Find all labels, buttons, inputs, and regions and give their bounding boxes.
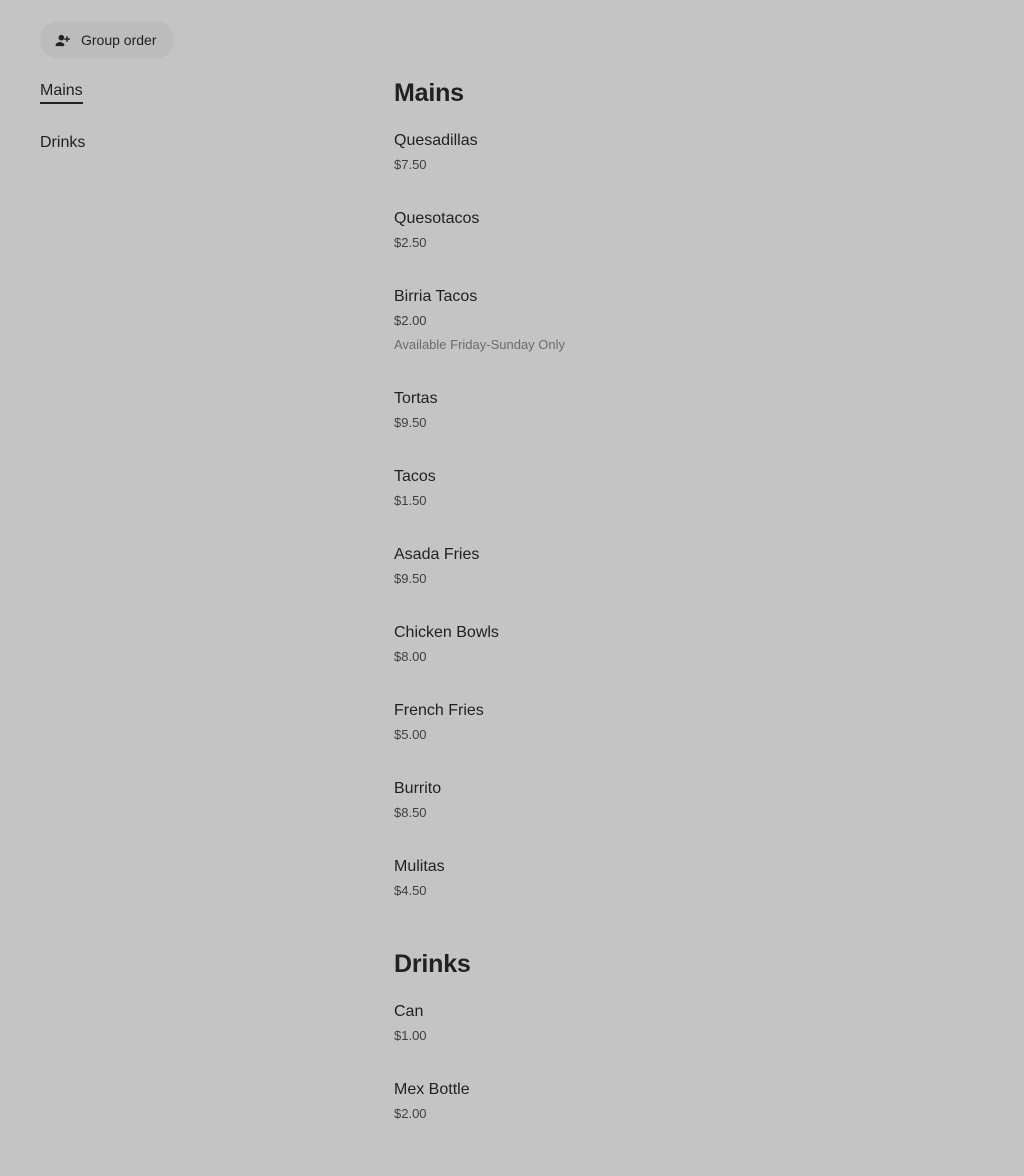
- menu-item-name: Can: [394, 1003, 424, 1020]
- menu-item-price: $9.50: [394, 571, 427, 586]
- menu-item[interactable]: [394, 1079, 954, 1122]
- menu-item[interactable]: [394, 388, 954, 431]
- section-title-mains: Mains: [394, 79, 464, 107]
- menu-item[interactable]: [394, 622, 954, 665]
- menu-item-name: Tortas: [394, 390, 438, 407]
- menu-item-name: Quesadillas: [394, 132, 478, 149]
- menu-item[interactable]: [394, 208, 954, 251]
- sidebar-item-drinks[interactable]: Drinks: [40, 134, 86, 151]
- menu-item-price: $1.50: [394, 493, 427, 508]
- sidebar-item-mains[interactable]: Mains: [40, 78, 83, 104]
- menu-item-price: $9.50: [394, 415, 427, 430]
- menu-item-name: Mulitas: [394, 858, 445, 875]
- menu-item-name: Asada Fries: [394, 546, 480, 563]
- menu-item[interactable]: [394, 700, 954, 743]
- menu-section-mains: [394, 78, 954, 899]
- menu-item-name: Tacos: [394, 468, 436, 485]
- menu-item[interactable]: [394, 130, 954, 173]
- menu-item-price: $2.00: [394, 1106, 427, 1121]
- menu-item-price: $4.50: [394, 883, 427, 898]
- section-title-drinks: Drinks: [394, 950, 471, 978]
- menu-item[interactable]: [394, 856, 954, 899]
- menu-item-name: Burrito: [394, 780, 442, 797]
- menu-item-note: Available Friday-Sunday Only: [394, 337, 566, 352]
- menu-item-price: $1.00: [394, 1028, 427, 1043]
- menu-item-price: $8.00: [394, 649, 427, 664]
- group-order-label: Group order: [81, 32, 157, 48]
- menu-list: [394, 78, 954, 1122]
- menu-item-name: Mex Bottle: [394, 1081, 470, 1098]
- menu-item-price: $2.00: [394, 313, 427, 328]
- menu-item-price: $2.50: [394, 235, 427, 250]
- menu-item[interactable]: [394, 544, 954, 587]
- category-sidebar: [40, 78, 340, 182]
- menu-section-drinks: [394, 949, 954, 1122]
- menu-item-name: Chicken Bowls: [394, 624, 499, 641]
- person-add-icon: [55, 32, 72, 49]
- menu-item-price: $5.00: [394, 727, 427, 742]
- menu-item-price: $7.50: [394, 157, 427, 172]
- menu-item-name: Quesotacos: [394, 210, 480, 227]
- menu-item-name: Birria Tacos: [394, 288, 478, 305]
- menu-item[interactable]: [394, 466, 954, 509]
- group-order-button[interactable]: [40, 21, 174, 59]
- sidebar-row-mains: [40, 78, 340, 104]
- menu-item[interactable]: [394, 1001, 954, 1044]
- menu-item-name: French Fries: [394, 702, 484, 719]
- menu-item-price: $8.50: [394, 805, 427, 820]
- menu-item[interactable]: [394, 286, 954, 353]
- sidebar-row-drinks: [40, 130, 340, 156]
- menu-item[interactable]: [394, 778, 954, 821]
